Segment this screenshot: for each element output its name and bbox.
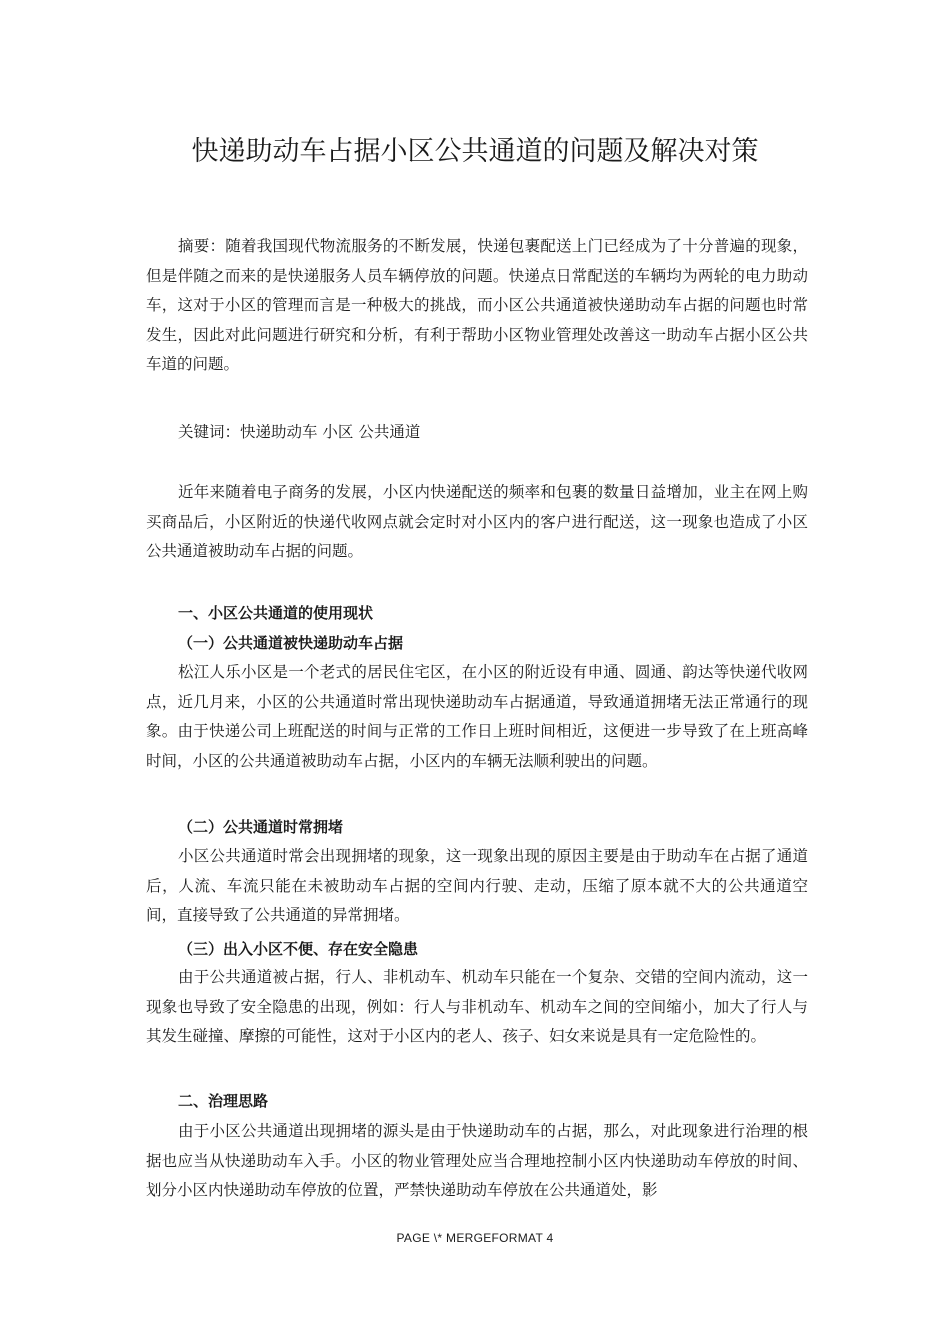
section-1-2-heading: （二）公共通道时常拥堵 — [178, 818, 344, 836]
abstract-paragraph: 摘要：随着我国现代物流服务的不断发展，快递包裹配送上门已经成为了十分普遍的现象，但是伴随之而来的是快递服务人员车辆停放的问题。快递点日常配送的车辆均为两轮的电力助动车，这对于小区的管理而言是一种极大的挑战，而小区公共通道被快递助动车占据的问题也时常发生，因此对此问题进行研究和分析，有利于帮助小区物业管理处改善这一助动车占据小区公共车道的问题。 — [146, 237, 808, 373]
section-1-heading: 一、小区公共通道的使用现状 — [178, 604, 374, 622]
section-1-1-heading: （一）公共通道被快递助动车占据 — [178, 634, 404, 652]
keywords-line: 关键词：快递助动车 小区 公共通道 — [178, 423, 421, 441]
document-title: 快递助动车占据小区公共通道的问题及解决对策 — [191, 136, 759, 167]
section-1-3-paragraph: 由于公共通道被占据，行人、非机动车、机动车只能在一个复杂、交错的空间内流动，这一现象也导致了安全隐患的出现，例如：行人与非机动车、机动车之间的空间缩小，加大了行人与其发生碰撞、摩擦的可能性，这对于小区内的老人、孩子、妇女来说是具有一定危险性的。 — [146, 968, 808, 1045]
section-2-paragraph: 由于小区公共通道出现拥堵的源头是由于快递助动车的占据，那么，对此现象进行治理的根据也应当从快递助动车入手。小区的物业管理处应当合理地控制小区内快递助动车停放的时间、划分小区内快递助动车停放的位置，严禁快递助动车停放在公共通道处，影 — [146, 1122, 808, 1199]
page-footer: PAGE \* MERGEFORMAT 4 — [396, 1231, 554, 1245]
section-1-1-paragraph: 松江人乐小区是一个老式的居民住宅区，在小区的附近设有申通、圆通、韵达等快递代收网点，近几月来，小区的公共通道时常出现快递助动车占据通道，导致通道拥堵无法正常通行的现象。由于快递公司上班配送的时间与正常的工作日上班时间相近，这便进一步导致了在上班高峰时间，小区的公共通道被助动车占据，小区内的车辆无法顺利驶出的问题。 — [146, 663, 808, 770]
section-1-2-paragraph: 小区公共通道时常会出现拥堵的现象，这一现象出现的原因主要是由于助动车在占据了通道后，人流、车流只能在未被助动车占据的空间内行驶、走动，压缩了原本就不大的公共通道空间，直接导致了公共通道的异常拥堵。 — [146, 847, 808, 924]
intro-paragraph: 近年来随着电子商务的发展，小区内快递配送的频率和包裹的数量日益增加，业主在网上购买商品后，小区附近的快递代收网点就会定时对小区内的客户进行配送，这一现象也造成了小区公共通道被助动车占据的问题。 — [146, 483, 808, 560]
section-1-3-heading: （三）出入小区不便、存在安全隐患 — [178, 940, 419, 958]
section-2-heading: 二、治理思路 — [178, 1092, 269, 1110]
